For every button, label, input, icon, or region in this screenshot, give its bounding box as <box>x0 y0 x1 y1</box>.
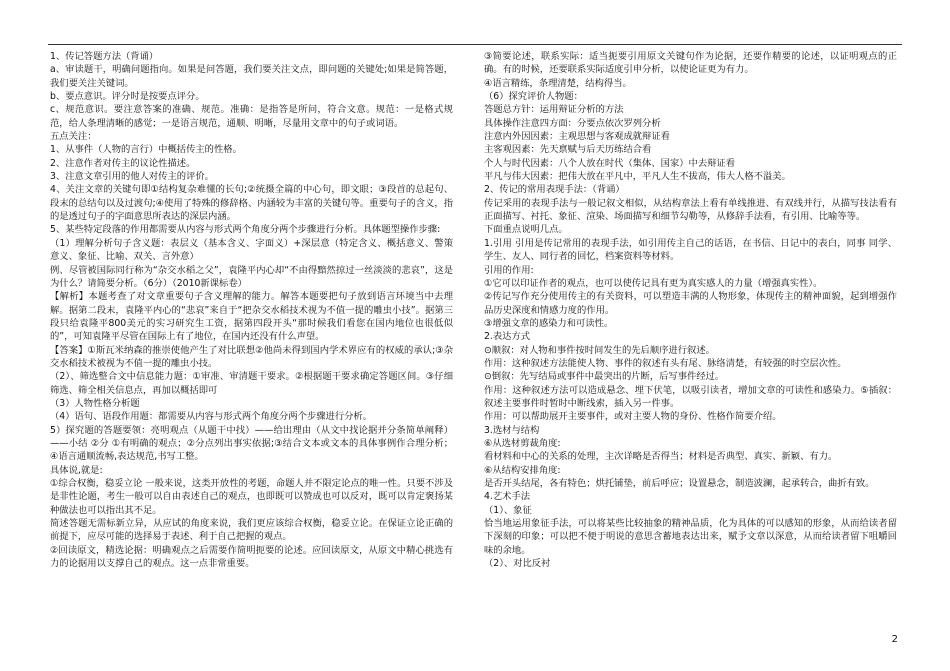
paragraph: 【解析】本题考查了对文章重要句子含义理解的能力。解答本题要把句子放到语言环境当中去理解。据第二段末，袁隆平内心的“悲哀”来自于“把杂交水稻技术视为不值一提的雕虫小技”。据第三段只给袁隆平800美元的实习研究生工资，据第四段开头“那时候我们看您在国内地位也很低似的”，可知袁隆平尽管在国际上有了地位，在国内还没有什么声望。 <box>50 291 453 343</box>
paragraph: （1）、象征 <box>484 504 532 516</box>
paragraph: 个人与时代因素：八个人放在时代（集体、国家）中去辩证看 <box>484 157 736 169</box>
paragraph: 2.表达方式 <box>484 331 531 343</box>
left-column <box>50 50 453 570</box>
paragraph: 是否开头结尾，各有特色；烘托铺垫，前后呼应；设置悬念，制造波澜，起承转合，曲折有致。 <box>484 478 875 489</box>
paragraph: （2）、筛选整合文中信息能力题：①审准、审清题干要求。②根据题干要求确定答题区间。③仔细筛选、筛全相关信息点，再加以概括即可 <box>50 371 453 396</box>
paragraph: 2、注意作者对传主的议论性描述。 <box>50 157 196 169</box>
paragraph: ①它可以印证作者的观点，也可以使传记具有更为真实感人的力量（增强真实性）。 <box>484 277 823 289</box>
paragraph: ②传记写作充分使用传主的有关资料，可以塑造丰满的人物形象，体现传主的精神面貌，起到增强作品历史深度和情感力度的作用。 <box>484 291 897 316</box>
paragraph: ⑥从结构安排角度: <box>484 464 561 476</box>
paragraph: 3.选材与结构 <box>484 424 540 436</box>
paragraph: 答题总方针：运用辩证分析的方法 <box>484 104 624 116</box>
paragraph: ③简要论述，联系实际：适当扼要引用原文关键句作为论据，还要作精要的论述，以证明观点的正确。有的时候，还要联系实际适度引申分析，以使论证更为有力。 <box>484 51 897 76</box>
paragraph: 简述答题无需标新立异，从应试的角度来说，我们更应该综合权衡，稳妥立论。在保证立论正确的前提下，应尽可能的选择易于表述、利于自己把握的观点。 <box>50 518 453 543</box>
paragraph: 1.引用 引用是传记常用的表现手法，如引用传主自己的话语，在书信、日记中的表白，同事 同学、学生、友人、同行者的回忆，档案资料等材料。 <box>484 237 897 263</box>
paragraph: 下面重点说明几点。 <box>484 224 568 236</box>
paragraph: ④语言精练，条理清楚，结构得当。 <box>484 77 632 89</box>
paragraph: 引用的作用: <box>484 264 534 276</box>
paragraph: 五点关注： <box>50 131 97 143</box>
paragraph: ①综合权衡，稳妥立论 一般来说，这类开放性的考题，命题人并不限定论点的唯一性。只要不涉及是非性论题，考生一般可以自由表述自己的观点，也即既可以赞成也可以反对，既可以肯定褒扬某种做法也可以指出其不足。 <box>50 478 453 516</box>
paragraph: a、审读题干，明确问题指向。如果是问答题，我们要关注文点，即问题的关键处;如果是简答题，我们要关注关键词。 <box>50 64 453 89</box>
paragraph: 具体操作注意四方面：分要点依次罗列分析 <box>484 117 661 129</box>
paragraph: 5、某些特定段落的作用都需要从内容与形式两个角度分两个步骤进行分析。具体题型操作步骤: <box>50 224 441 236</box>
paragraph: 传记采用的表现手法与一般记叙文相似，从结构章法上看有单线推进、有双线并行，从描写技法看有正面描写、衬托、象征、渲染、场面描写和细节勾勒等，从修辞手法看，有引用、比喻等等。 <box>484 197 897 223</box>
paragraph: 注意内外因因素：主观思想与客观成就辩证看 <box>484 131 670 143</box>
paragraph: ⊙顺叙：对人物和事件按时间发生的先后顺序进行叙述。 <box>484 344 715 356</box>
paragraph: （4）语句、语段作用题：都需要从内容与形式两个角度分两个步骤进行分析。 <box>50 411 373 423</box>
paragraph: 5）探究题的答题要领：亮明观点（从题干中找）——给出理由（从文中找论据并分条简单阐释）——小结 ②分 ①有明确的观点；②分点列出事实依据;③结合文本或文本的具体事例作合理分析；④语言通顺流畅,表达规范,书写工整。 <box>50 424 453 463</box>
paragraph: 3、注意文章引用的他人对传主的评价。 <box>50 171 214 183</box>
paragraph: （6）探究评价人物题： <box>484 91 583 103</box>
paragraph: 作用：这种叙述方法能使人物、事件的叙述有头有尾、脉络清楚，有较强的时空层次性。 <box>484 357 847 369</box>
paragraph: （2）、对比反衬 <box>484 558 551 570</box>
paragraph: c、规范意识。要注意答案的准确、规范。准确：是指答是所问，符合文意。规范：一是格式规范，给人条理清晰的感觉；一是语言规范，通顺、明晰，尽量用文章中的句子或词语。 <box>50 104 453 129</box>
paragraph: 看材料和中心的关系的处理，主次详略是否得当；材料是否典型、真实、新颖、有力。 <box>484 451 838 463</box>
paragraph: 2、传记的常用表现手法：（背诵） <box>484 184 625 196</box>
paragraph: ⊙倒叙：先写结局或事件中最突出的片断，后写事件经过。 <box>484 371 725 383</box>
paragraph: 作用：这种叙述方法可以造成悬念、埋下伏笔，以吸引读者，增加文章的可读性和感染力。⑤插叙：叙述主要事件时暂时中断线索，插入另一件事。 <box>484 384 897 409</box>
paragraph: （3）人物性格分析题 <box>50 397 140 409</box>
paragraph: 平凡与伟大因素：把伟大放在平凡中，平凡人生不拔高，伟大人格不溢美。 <box>484 171 791 183</box>
paragraph: 主客观因素：先天禀赋与后天历练结合看 <box>484 144 652 156</box>
header-rule <box>48 44 902 45</box>
paragraph: 作用：可以帮助展开主要事件，或对主要人物的身份、性格作简要介绍。 <box>484 411 782 423</box>
paragraph: 1、传记答题方法（背诵） <box>50 51 159 62</box>
paragraph: 【答案】①斯瓦米纳森的推崇使他产生了对比联想②他尚未得到国内学术界应有的权威的承认;③杂交水稻技术被视为不值一提的雕虫小技。 <box>50 344 453 369</box>
paragraph: 恰当地运用象征手法，可以将某些比较抽象的精神品质，化为具体的可以感知的形象，从而给读者留下深刻的印象；可以把不便于明说的意思含蓄地表达出来，赋予文章以深意，从而给读者留下咀嚼回味的余地。 <box>484 518 897 556</box>
page-number: 2 <box>891 634 898 645</box>
paragraph: 4、关注文章的关键句即①结构复杂难懂的长句;②统摄全篇的中心句，即文眼；③段首的总起句、段末的总结句以及过渡句;④使用了特殊的修辞格、内涵较为丰富的关键句等。重要句子的含义，指的是透过句子的字面意思所表达的深层内涵。 <box>50 184 453 223</box>
paragraph: （1）理解分析句子含义题：表层义（基本含义、字面义）+深层意（特定含义、概括意义、警策意义、象征、比喻、双关、言外意） <box>50 237 453 263</box>
paragraph: 例、尽管被国际同行称为“杂交水稻之父”，袁隆平内心却“不由得黯然掠过一丝淡淡的悲哀”，这是为什么？请简要分析。（6分）（2010新课标卷） <box>50 264 453 289</box>
paragraph: ③增强文章的感染力和可读性。 <box>484 317 614 329</box>
paragraph: ⑥从选材剪裁角度: <box>484 437 561 449</box>
paragraph: 4.艺术手法 <box>484 491 531 503</box>
paragraph: 具体说,就是: <box>50 464 103 476</box>
paragraph: 1、从事件（人物的言行）中概括传主的性格。 <box>50 144 242 156</box>
right-column <box>484 50 897 570</box>
paragraph: b、要点意识。评分时是按要点评分。 <box>50 91 205 103</box>
paragraph: ②回读原文，精选论据：明确观点之后需要作简明扼要的论述。应回读原文，从原文中精心挑选有力的论据用以支撑自己的观点。这一点非常重要。 <box>50 544 453 570</box>
